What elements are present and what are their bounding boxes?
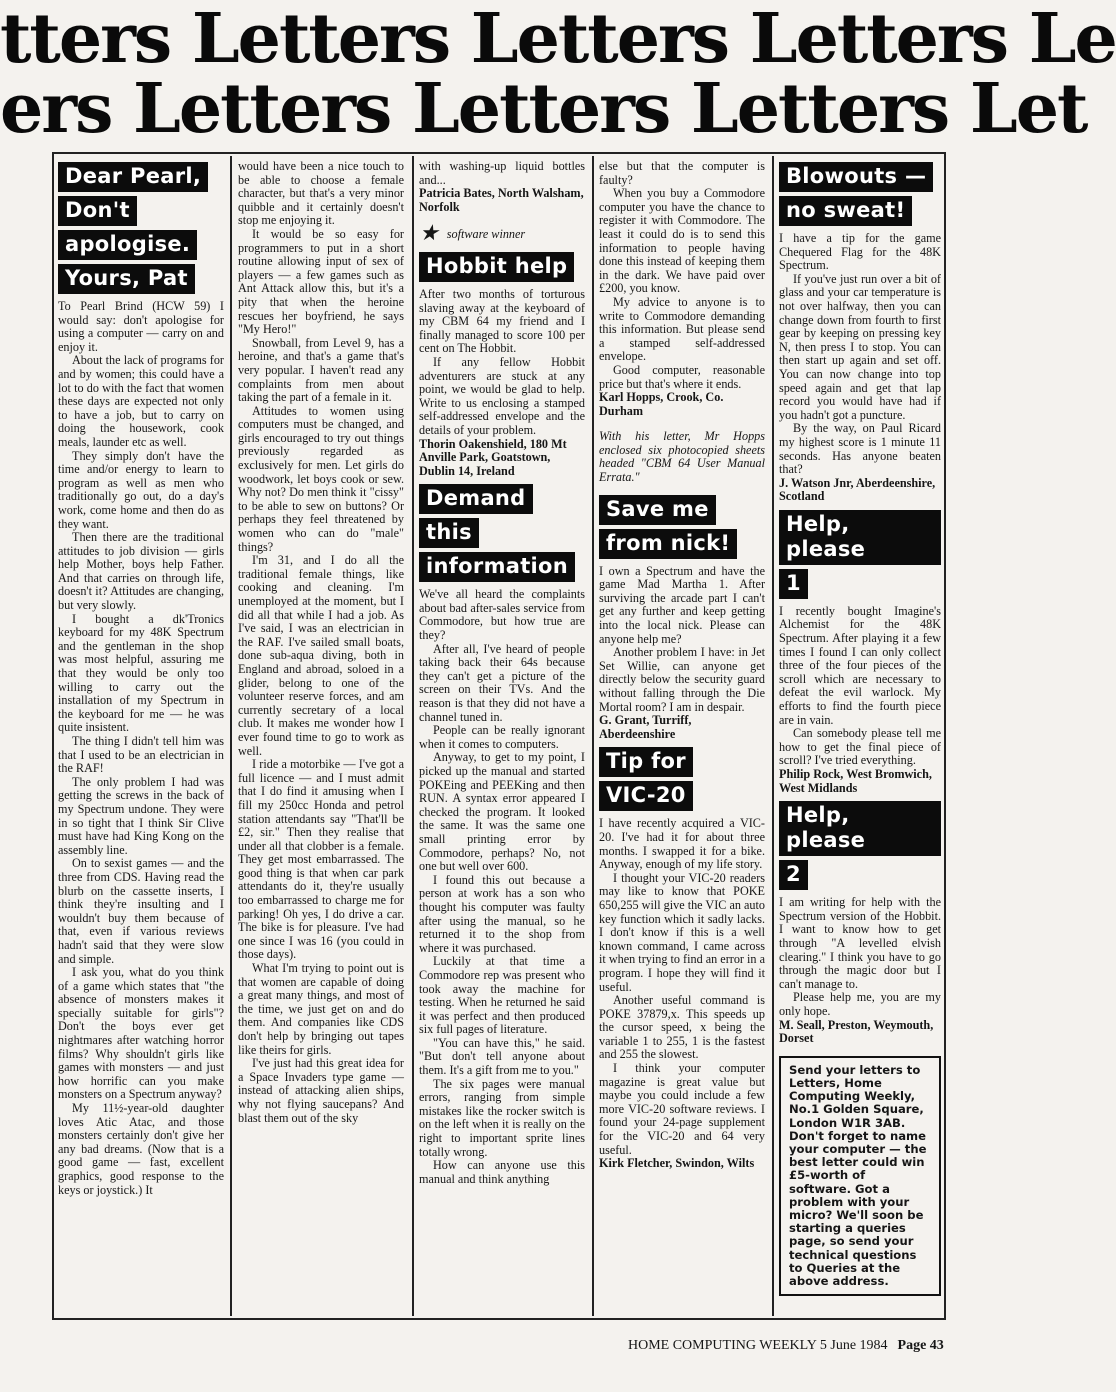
letter-paragraph: I've just had this great idea for a Space Invaders type game — instead of attacking alien ships, why not flying saucepans? And blast them out of the sky xyxy=(238,1056,404,1125)
letter-signature: M. Seall, Preston, Weymouth, Dorset xyxy=(779,1017,934,1046)
letter-paragraph: After all, I've heard of people taking back their 64s because they can't get a picture of the screen on their TVs. And the reason is that they did not have a channel tuned in. xyxy=(419,641,585,724)
column-rule xyxy=(230,156,232,1316)
letter-paragraph: It would be so easy for programmers to put in a short routine allowing input of sex of players — a few games such as Ant Attack allow this, but it's a pity that when the heroine rescues her boyfriend, he says "My Hero!" xyxy=(238,226,404,337)
heading-line: Hobbit help xyxy=(419,252,574,282)
heading-line: Help, please xyxy=(779,801,941,856)
letter-paragraph: The thing I didn't tell him was that I used to be an electrician in the RAF! xyxy=(58,734,224,776)
send-letters-box: Send your letters to Letters, Home Computing Weekly, No.1 Golden Square, London W1R 3AB. Don't forget to name your computer — the best letter could win £5-worth of software. Got a problem with your micro? We'll soon be starting a queries page, so send your technical questions to Queries at the above address. xyxy=(779,1056,941,1296)
heading-line: Yours, Pat xyxy=(58,264,195,294)
blowouts-heading xyxy=(779,162,941,230)
dear-pearl-heading xyxy=(58,162,224,298)
letter-paragraph: I recently bought Imagine's Alchemist for the 48K Spectrum. After playing it a few times I found I can only collect three of the four pieces of the scroll which are necessary to defeat the evil warlock. My efforts to find the fourth piece are in vain. xyxy=(779,603,941,727)
letter-paragraph: My 11½-year-old daughter loves Atic Atac, and those monsters certainly don't give her any bad dreams. (Now that is a good game — fast, excellent graphics, good response to the keys or joystick.) It xyxy=(58,1101,224,1197)
heading-line: Demand xyxy=(419,484,533,514)
letter-paragraph: I have recently acquired a VIC-20. I've had it for about three months. I swapped it for a bike. Anyway, enough of my life story. xyxy=(599,816,765,872)
letter-paragraph: To Pearl Brind (HCW 59) I would say: don't apologise for using a computer — carry on and enjoy it. xyxy=(58,299,224,354)
letter-paragraph: Anyway, to get to my point, I picked up the manual and started POKEing and PEEKing and then RUN. A syntax error appeared I checked the program. It looked the same. It was the same one small printing error by Commodore, perhaps? No, not one but well over 600. xyxy=(419,750,585,874)
letter-paragraph: Another useful command is POKE 37879,x. This speeds up the cursor speed, x being the variable 1 to 255, 1 is the fastest and 255 the slowest. xyxy=(599,993,765,1062)
letter-paragraph: Please help me, you are my only hope. xyxy=(779,990,941,1018)
letter-paragraph: Attitudes to women using computers must be changed, and girls encouraged to try out things previously regarded as exclusively for men. Let girls do woodwork, let boys cook or sew. Why not? Do men think it "cissy" to be able to sew on buttons? Or perhaps they feel threatened by women who can do "male" things? xyxy=(238,403,404,554)
column-rule xyxy=(412,156,414,1316)
letters-banner-line-1: tters Letters Letters Letters Le xyxy=(0,0,1116,79)
heading-line: from nick! xyxy=(599,529,737,559)
letter-paragraph: I ask you, what do you think of a game which states that "the absence of monsters makes it specially suitable for girls"? Don't the boys ever get nightmares after watching horror films? Why shouldn't girls like games with monsters — and just how horrific can you make monsters on a Spectrum anyway? xyxy=(58,965,224,1102)
heading-line: VIC-20 xyxy=(599,781,693,811)
letter-signature: Thorin Oakenshield, 180 Mt Anville Park, Goatstown, Dublin 14, Ireland xyxy=(419,436,567,478)
column-rule xyxy=(772,156,774,1316)
column-4 xyxy=(599,160,765,1312)
letter-paragraph: My advice to anyone is to write to Commodore demanding this information. But please send a stamped self-addressed envelope. xyxy=(599,294,765,364)
letter-signature: Karl Hopps, Crook, Co. Durham xyxy=(599,390,724,418)
column-5 xyxy=(779,160,941,1312)
publication-name: HOME COMPUTING WEEKLY 5 June 1984 xyxy=(628,1338,888,1353)
letter-paragraph: If any fellow Hobbit adventurers are stuck at any point, we would be glad to help. Write to us enclosing a stamped self-addressed envelope and the details of your problem. xyxy=(419,354,585,437)
letter-paragraph: Luckily at that time a Commodore rep was present who took away the machine for testing. When he returned he said it was perfect and then produced six full pages of literature. xyxy=(419,954,585,1037)
heading-line: Don't xyxy=(58,196,137,226)
letter-signature: Patricia Bates, North Walsham, Norfolk xyxy=(419,186,584,214)
letter-signature: J. Watson Jnr, Aberdeenshire, Scotland xyxy=(779,475,936,504)
heading-line: Help, please xyxy=(779,510,941,565)
letter-signature: Philip Rock, West Bromwich, West Midlands xyxy=(779,767,932,795)
letter-paragraph: Another problem I have: in Jet Set Willie, can anyone get directly below the security guard without falling through the Die Mortal room? I am in despair. xyxy=(599,645,765,714)
vic20-tip-heading xyxy=(599,747,765,815)
letter-paragraph: would have been a nice touch to be able to choose a female character, but that's a very minor quibble and it certainly doesn't stop me enjoying it. xyxy=(238,159,404,228)
heading-line: 1 xyxy=(779,569,808,599)
letter-paragraph: If you've just run over a bit of glass and your car temperature is not over halfway, then you can change down from fourth to first gear by keeping on pressing key N, then press I to stop. You can then start up again and set off. You can now change into top speed again and get that lap record you would have had if you hadn't got a puncture. xyxy=(779,271,941,422)
letter-paragraph: They simply don't have the time and/or energy to learn to program as well as men who traditionally go out, do a day's work, come home and then do as they want. xyxy=(58,448,224,531)
help-please-2-heading xyxy=(779,801,941,894)
letter-paragraph: After two months of torturous slaving away at the keyboard of my CBM 64 my friend and I finally managed to score 100 per cent on The Hobbit. xyxy=(419,286,585,356)
letter-paragraph: We've all heard the complaints about bad after-sales service from Commodore, but how true are they? xyxy=(419,587,585,643)
letter-paragraph: with washing-up liquid bottles and... xyxy=(419,159,585,187)
hobbit-help-heading xyxy=(419,252,585,286)
page-number: Page 43 xyxy=(897,1338,944,1353)
column-rule xyxy=(592,156,594,1316)
demand-information-heading xyxy=(419,484,585,586)
letter-paragraph: People can be really ignorant when it comes to computers. xyxy=(419,723,585,751)
letter-signature: G. Grant, Turriff, Aberdeenshire xyxy=(599,713,692,741)
letters-banner-line-2: ers Letters Letters Letters Let xyxy=(0,69,1087,149)
letter-paragraph: Then there are the traditional attitudes to job division — girls help Mother, boys help Father. And that carries on through life, doesn't it? Attitudes are changing, but very slowly. xyxy=(58,530,224,613)
letter-paragraph: About the lack of programs for and by women; this could have a lot to do with the fact that women these days are expected not only to have a job, but to carry on doing the housework, cook meals, launder etc as well. xyxy=(58,353,224,449)
heading-line: Blowouts — xyxy=(779,162,933,192)
heading-line: Tip for xyxy=(599,747,693,777)
heading-line: Dear Pearl, xyxy=(58,162,208,192)
heading-line: information xyxy=(419,552,575,582)
heading-line: apologise. xyxy=(58,230,197,260)
software-winner xyxy=(419,220,585,246)
letter-paragraph: "You can have this," he said. "But don't tell anyone about them. It's a gift from me to you." xyxy=(419,1035,585,1078)
letter-paragraph: I have a tip for the game Chequered Flag for the 48K Spectrum. xyxy=(779,231,941,273)
letter-paragraph: I ride a motorbike — I've got a full licence — and I must admit that I do find it amusing when I fill my 250cc Honda and petrol station attendants say "That'll be £2, sir." Then they realise that under all that clobber is a female. They get most embarrassed. The good thing is that when car park attendants do it, they're usually too embarrassed to charge me for parking! Oh yes, I do drive a car. The bike is for pleasure. I've had one since I was 16 (you could in those days). xyxy=(238,757,404,962)
save-me-heading xyxy=(599,495,765,563)
help-please-1-heading xyxy=(779,510,941,603)
letter-paragraph: The only problem I had was getting the screws in the back of my Spectrum undone. They were in so tight that I think Sir Clive must have had King Kong on the assembly line. xyxy=(58,774,224,857)
column-3 xyxy=(419,160,585,1312)
letter-paragraph: I'm 31, and I do all the traditional female things, like cooking and cleaning. I'm unemployed at the moment, but I did all that while I had a job. As I've said, I was an electrician in the RAF. I've sailed small boats, done sub-aqua diving, both in England and abroad, soloed in a glider, belong to one of the volunteer reserve forces, and am currently secretary of a local club. It makes me wonder how I ever found time to go to work as well. xyxy=(238,553,404,758)
letter-paragraph: I found this out because a person at work has a son who thought his computer was faulty after using the manual, so he returned it to the shop from where it was purchased. xyxy=(419,872,585,955)
winner-label: software winner xyxy=(446,227,526,242)
letter-paragraph: I think your computer magazine is great value but maybe you could include a few more VIC-20 software reviews. I found your 24-page supplement for the VIC-20 and 64 very useful. xyxy=(599,1061,765,1157)
letter-paragraph: The six pages were manual errors, ranging from simple mistakes like the rocker switch is on the left when it is really on the right to important sprite lines totally wrong. xyxy=(419,1076,585,1159)
letter-paragraph: Good computer, reasonable price but that's where it ends. xyxy=(599,362,765,391)
letter-paragraph: On to sexist games — and the three from CDS. Having read the blurb on the cassette inserts, I think they're insulting and I wouldn't buy them because of that, even if various reviews hadn't said that they were slow and simple. xyxy=(58,856,224,966)
star-icon: ★ xyxy=(419,220,439,246)
column-2 xyxy=(238,160,404,1312)
letter-paragraph: I thought your VIC-20 readers may like to know that POKE 650,255 will give the VIC an auto key function which it sadly lacks. I don't know if this is a well known command, I came across it when trying to find an error in a program. I hope they will find it useful. xyxy=(599,870,765,994)
heading-line: this xyxy=(419,518,479,548)
heading-line: Save me xyxy=(599,495,716,525)
heading-line: 2 xyxy=(779,860,808,890)
letter-paragraph: When you buy a Commodore computer you have the chance to register it with Commodore. The least it could do is to send this information to people having done this instead of keeping them in the dark. We have paid over £200, you know. xyxy=(599,186,765,296)
letter-signature: Kirk Fletcher, Swindon, Wilts xyxy=(599,1156,755,1171)
column-1 xyxy=(58,160,224,1312)
page-footer xyxy=(628,1338,944,1354)
heading-line: no sweat! xyxy=(779,196,912,226)
letter-paragraph: else but that the computer is faulty? xyxy=(599,159,765,187)
letter-paragraph: I bought a dk'Tronics keyboard for my 48K Spectrum and the gentleman in the shop was most helpful, assuring me that they would be only too willing to carry out the installation of my Spectrum in the keyboard for me — he was quite insistent. xyxy=(58,611,224,735)
letter-paragraph: I own a Spectrum and have the game Mad Martha 1. After surviving the arcade part I can't get any further and keep getting into the local nick. Please can anyone help me? xyxy=(599,563,765,646)
letter-paragraph: By the way, on Paul Ricard my highest score is 1 minute 11 seconds. Has anyone beaten that? xyxy=(779,421,941,477)
letter-paragraph: Can somebody please tell me how to get the final piece of scroll? I've tried everything. xyxy=(779,726,941,768)
letter-paragraph: How can anyone use this manual and think anything xyxy=(419,1158,585,1186)
letter-paragraph: Snowball, from Level 9, has a heroine, and that's a game that's very popular. I haven't read any complaints from men about taking the part of a female in it. xyxy=(238,335,404,405)
letter-paragraph: I am writing for help with the Spectrum version of the Hobbit. I want to know how to get through "A levelled elvish clearing." I think you have to go through the magic door but I can't manage to. xyxy=(779,895,941,991)
letter-paragraph: What I'm trying to point out is that women are capable of doing a great many things, and most of the time, we just get on and do them. And companies like CDS don't help by bringing out tapes like theirs for girls. xyxy=(238,961,404,1057)
editor-note: With his letter, Mr Hopps enclosed six photocopied sheets headed "CBM 64 User Manual Errata." xyxy=(599,429,765,485)
